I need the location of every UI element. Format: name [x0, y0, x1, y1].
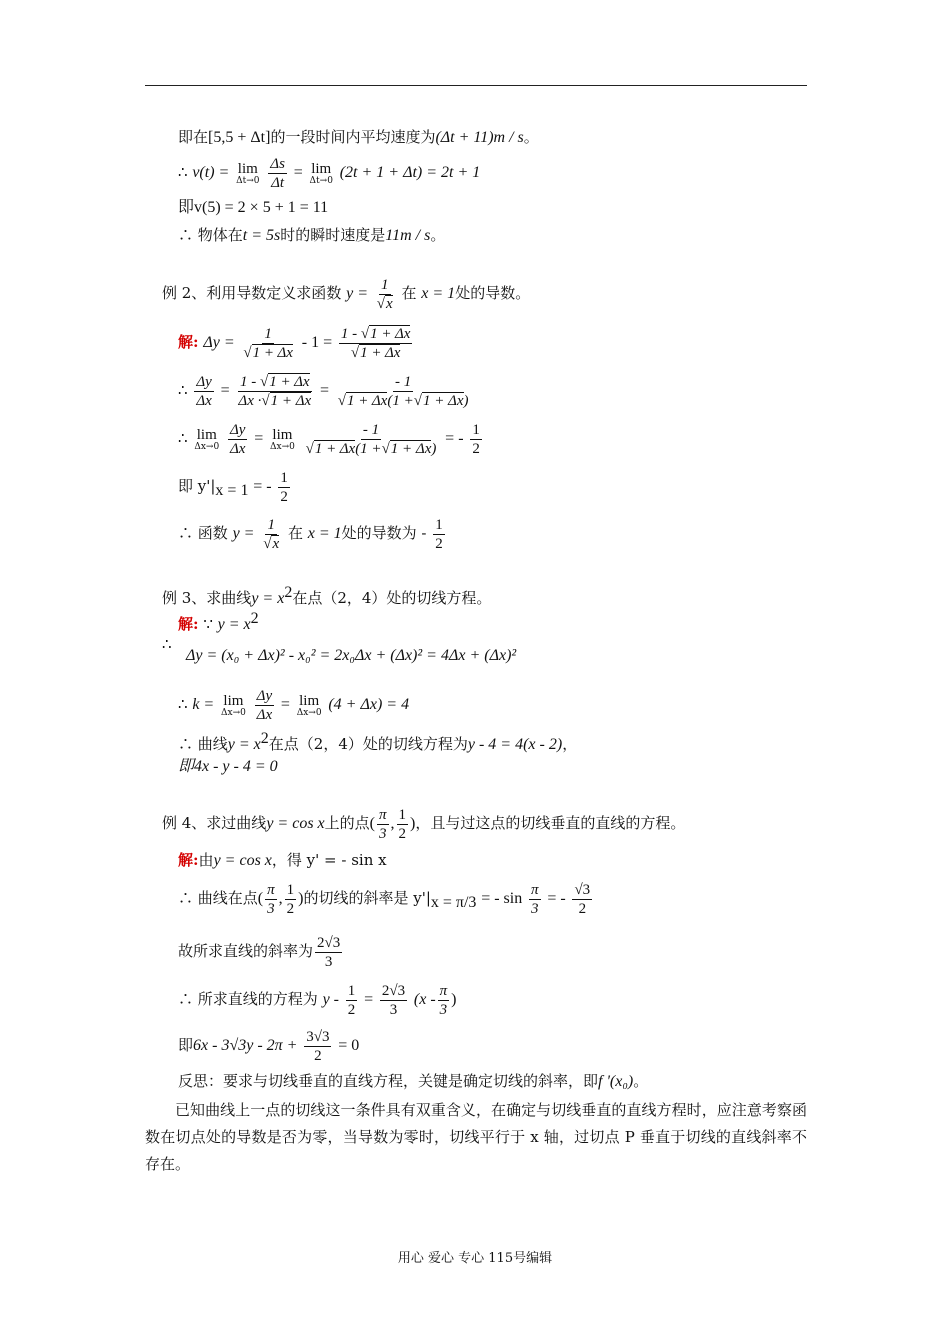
numerator: - 1	[362, 421, 380, 438]
fraction	[572, 881, 592, 918]
text: ∴ 曲线在点	[178, 889, 258, 907]
text: 在点（2，4）处的切线方程为	[268, 735, 468, 753]
numerator: 1	[280, 469, 288, 486]
ex2-step-4	[178, 466, 292, 511]
numerator: π	[439, 982, 448, 999]
subscript: x = 1	[215, 482, 249, 499]
explanation-paragraph: 已知曲线上一点的切线这一条件具有双重含义，在确定与切线垂直的直线方程时，应注意考察函数在切点处的导数是否为零，当导数为零时，切线平行于 x 轴，过切点 P 垂直于切线的直线斜率不存在。	[145, 1101, 807, 1173]
radicand: 1 + Δx	[314, 440, 356, 457]
ex4-perp-slope	[178, 930, 344, 972]
ex3-therefore	[162, 634, 172, 654]
avg-speed-line	[178, 127, 539, 148]
radicand: 1 + Δx	[269, 373, 310, 390]
text: 在	[287, 524, 303, 542]
fraction	[194, 373, 213, 410]
numerator: Δy	[196, 373, 212, 390]
denominator: 3	[324, 953, 333, 970]
fraction	[228, 421, 247, 458]
ex3-because: 解: ∵ $y = x^2$	[178, 610, 259, 633]
text: 例 3、求曲线	[162, 589, 252, 607]
fraction	[304, 1028, 331, 1065]
expression: (Δt + 11)m / s	[435, 129, 524, 146]
instant-speed-line	[178, 225, 445, 246]
denominator: 3	[389, 1001, 398, 1018]
lim-sub: Δt→0	[309, 175, 333, 186]
denominator: √1 + Δx	[350, 344, 401, 361]
expression: x = 1	[307, 525, 342, 542]
denominator: √1 + Δx(1 +√1 + Δx)	[305, 440, 437, 457]
velocity-limit-line	[178, 152, 480, 193]
fraction	[377, 806, 389, 843]
ex2-step-2	[178, 370, 473, 411]
numerator: 1	[264, 325, 272, 342]
expression: t = 5s	[242, 227, 281, 244]
denominator: 3	[378, 825, 387, 842]
text: 处的导数为 -	[341, 524, 427, 542]
radicand: x	[386, 295, 393, 312]
lim-word: lim	[272, 426, 293, 443]
expression: Δy = (x₀ + Δx)² - x₀² = 2x₀Δx + (Δx)² = 4Δx + (Δx)²	[186, 647, 517, 664]
lim-sub: Δx→0	[221, 707, 246, 718]
fraction	[241, 325, 295, 362]
text: 在	[401, 284, 417, 302]
fraction	[268, 155, 287, 192]
equals: = -	[253, 478, 272, 495]
denominator: 2	[578, 900, 587, 917]
text: ∴ 物体在	[178, 226, 243, 244]
numerator: π	[531, 881, 539, 898]
expression: = 0	[338, 1037, 360, 1054]
denominator: 3	[439, 1001, 448, 1018]
fraction	[236, 373, 313, 410]
limit	[221, 693, 246, 718]
numerator: Δy	[229, 421, 246, 438]
denominator: Δt	[271, 174, 285, 191]
ex2-step-1	[178, 322, 414, 363]
numerator: 1	[435, 516, 443, 533]
radicand: 1 + Δx	[422, 392, 464, 409]
lim-sub: Δx→0	[194, 441, 220, 452]
denominator: Δx	[229, 440, 246, 457]
fraction	[265, 881, 277, 918]
text: 的切线的斜率是 y'|	[303, 889, 431, 907]
because-symbol: ∵	[203, 615, 213, 633]
expression: f '(x₀)	[598, 1073, 634, 1090]
radicand: x	[272, 535, 280, 552]
expression: y = x	[217, 616, 251, 633]
fraction	[261, 516, 281, 553]
therefore-symbol: ∴	[178, 429, 188, 447]
equals: =	[293, 164, 303, 181]
fraction	[285, 881, 297, 918]
expression: x = 1	[421, 285, 456, 302]
term: (1 +	[387, 392, 414, 409]
numerator: - 1	[395, 373, 412, 390]
denominator: 2	[280, 488, 288, 505]
equals: = -	[547, 890, 566, 907]
expression: y =	[232, 525, 255, 542]
lim-sub: Δx→0	[270, 441, 295, 452]
fraction	[336, 373, 471, 410]
ex3-result	[178, 756, 278, 777]
text: ，得 y' = - sin x	[271, 851, 387, 869]
numerator: 1	[286, 881, 295, 898]
header-rule	[145, 85, 807, 86]
radicand: 1 + Δx	[370, 325, 411, 342]
subscript: x = π/3	[430, 894, 477, 911]
denominator: 2	[347, 1001, 356, 1018]
denominator: Δx ·√1 + Δx	[238, 392, 312, 409]
text: 由	[198, 851, 214, 869]
equals: =	[254, 430, 264, 447]
text: 时的瞬时速度是	[280, 226, 386, 244]
fraction	[339, 325, 413, 362]
fraction	[438, 982, 450, 1019]
fraction	[315, 934, 342, 971]
denominator: 2	[472, 440, 480, 457]
fraction	[529, 881, 541, 918]
fraction	[380, 982, 407, 1019]
text: 故所求直线的斜率为	[178, 942, 314, 960]
text: 即在	[178, 128, 209, 146]
ex2-conclusion	[178, 512, 447, 555]
denominator: √1 + Δx(1 +√1 + Δx)	[337, 392, 469, 409]
ex3-slope	[178, 684, 409, 725]
numerator: 1 - √1 + Δx	[240, 373, 310, 390]
text: 。	[633, 1072, 649, 1090]
numerator: 2√3	[381, 982, 406, 999]
lim-word: lim	[311, 160, 332, 177]
text: 。	[523, 128, 539, 146]
numerator: 3√3	[306, 1028, 330, 1045]
equals: =	[364, 991, 374, 1008]
equals: =	[220, 382, 230, 399]
text: 处的导数。	[455, 284, 531, 302]
ex4-slope: ∴ 曲线在点( $\frac{\pi}{3}$ , $\frac{1}{2}$ )的切线的斜率是 $y'|_{x = \pi/3}$ = - sin $\frac{\pi}{3}$ = - $\frac{√3}{2}$	[178, 881, 591, 917]
solution-label: 解:	[178, 333, 199, 351]
numerator: 1	[472, 421, 480, 438]
text: 即 y'|	[178, 477, 216, 495]
text: ∴ 曲线	[178, 735, 228, 753]
limit	[310, 161, 333, 186]
ex3-delta-y	[186, 646, 516, 666]
text: 上的点	[324, 814, 370, 832]
numerator: 1	[347, 982, 356, 999]
text: 反思：要求与切线垂直的直线方程，关键是确定切线的斜率，即	[178, 1072, 599, 1090]
equals: =	[319, 382, 329, 399]
equals: = -	[445, 430, 464, 447]
lim-sub: Δt→0	[236, 175, 260, 186]
numerator: 2√3	[317, 934, 341, 951]
expression: y = cos x	[266, 815, 325, 832]
denominator: 3	[267, 900, 275, 917]
numerator: √3	[574, 881, 591, 898]
numerator: 1	[381, 276, 389, 293]
expression: y -	[322, 991, 339, 1008]
numerator: 1 - √1 + Δx	[340, 325, 411, 342]
equals: =	[280, 696, 290, 713]
term: 1 -	[340, 325, 358, 342]
text: 即	[178, 1036, 194, 1054]
expression: Δy =	[203, 334, 235, 351]
lim-sub: Δx→0	[296, 707, 322, 718]
radicand: 1 + Δx	[360, 344, 401, 361]
lim-word: lim	[223, 692, 244, 709]
solution-label: 解:	[178, 851, 199, 869]
ex3-tangent: ∴ 曲线$y = x^2$在点（2，4）处的切线方程为y - 4 = 4(x - 2)，	[178, 730, 578, 753]
term: )	[431, 440, 437, 457]
denominator: √x	[376, 295, 393, 312]
interval: [5,5 + Δt]	[208, 129, 271, 146]
numerator: π	[267, 881, 275, 898]
numerator: Δs	[270, 155, 285, 172]
text: ，且与过这点的切线垂直的直线的方程。	[415, 814, 686, 832]
therefore-symbol: ∴	[178, 381, 188, 399]
therefore-symbol: ∴	[178, 163, 188, 181]
expression: - 1 =	[301, 334, 333, 351]
expression: (x -	[413, 991, 436, 1008]
term: (1 +	[355, 440, 382, 457]
denominator: 2	[314, 1047, 322, 1064]
denominator: Δx	[256, 706, 273, 723]
ex4-final	[178, 1024, 359, 1067]
fraction	[470, 421, 482, 458]
fraction	[255, 687, 274, 724]
fraction	[433, 516, 445, 553]
term: Δx ·	[238, 392, 262, 409]
rhs: (4 + Δx) = 4	[328, 696, 410, 713]
therefore-symbol: ∴	[162, 635, 172, 653]
expression: y = x	[227, 736, 261, 753]
denominator: √x	[263, 535, 280, 552]
denominator: 3	[531, 900, 539, 917]
denominator: 2	[286, 900, 295, 917]
expression: y - 4 = 4(x - 2)	[467, 736, 563, 753]
ex4-line-equation	[178, 978, 457, 1021]
denominator: 2	[435, 535, 443, 552]
text: ∴ 所求直线的方程为	[178, 990, 318, 1008]
numerator: 1	[267, 516, 275, 533]
expression: y = x	[251, 590, 285, 607]
radicand: 1 + Δx	[390, 440, 432, 457]
example-4-title: 例 4、求过曲线y = cos x上的点( $\frac{\pi}{3}$ , $\frac{1}{2}$ )，且与过这点的切线垂直的直线的方程。	[162, 806, 686, 842]
ex4-derivative	[178, 850, 387, 871]
fraction	[375, 276, 395, 313]
numerator: 1	[398, 806, 406, 823]
limit	[297, 693, 322, 718]
therefore-symbol: ∴	[178, 695, 188, 713]
limit	[270, 427, 295, 452]
fraction	[304, 421, 439, 458]
expression: = - sin	[481, 890, 523, 907]
fraction	[346, 982, 358, 1019]
denominator: √1 + Δx	[243, 344, 293, 361]
lhs: v(t) =	[192, 164, 230, 181]
radicand: 1 + Δx	[252, 344, 293, 361]
numerator: Δy	[256, 687, 273, 704]
expression: 6x - 3√3y - 2π +	[193, 1037, 298, 1054]
expression: y =	[346, 285, 369, 302]
ex2-step-3	[178, 418, 484, 459]
numerator: π	[378, 806, 387, 823]
text: ∴ 函数	[178, 524, 228, 542]
text: 例 2、利用导数定义求函数	[162, 284, 342, 302]
example-2-title	[162, 272, 530, 315]
rhs: (2t + 1 + Δt) = 2t + 1	[339, 164, 481, 181]
text: ，	[562, 735, 578, 753]
limit	[194, 427, 219, 452]
v5-line	[178, 198, 328, 218]
term: )	[463, 392, 469, 409]
lim-word: lim	[299, 692, 320, 709]
example-3-title: 例 3、求曲线$y = x^2$在点（2，4）处的切线方程。	[162, 584, 492, 607]
lim-word: lim	[237, 160, 258, 177]
text: 例 4、求过曲线	[162, 814, 267, 832]
text: 即v(5) = 2 × 5 + 1 = 11	[178, 199, 329, 216]
expression: 即4x - y - 4 = 0	[178, 758, 278, 775]
term: 1 -	[240, 373, 257, 390]
denominator: Δx	[196, 392, 212, 409]
expression: y = cos x	[213, 852, 272, 869]
expression: 11m / s	[385, 227, 431, 244]
page-footer: 用心 爱心 专心 115号编辑	[397, 1251, 553, 1266]
expression: )	[451, 991, 457, 1008]
denominator: 2	[398, 825, 406, 842]
text: 的一段时间内平均速度为	[270, 128, 436, 146]
expression: k =	[192, 696, 215, 713]
radicand: 1 + Δx	[347, 392, 388, 409]
text: 。	[430, 226, 446, 244]
radicand: 1 + Δx	[270, 392, 312, 409]
solution-label: 解:	[178, 615, 199, 633]
limit	[236, 161, 259, 186]
text: 在点（2，4）处的切线方程。	[292, 589, 492, 607]
lim-word: lim	[196, 426, 217, 443]
fraction	[278, 469, 290, 506]
fraction	[397, 806, 409, 843]
reflection	[178, 1071, 648, 1092]
